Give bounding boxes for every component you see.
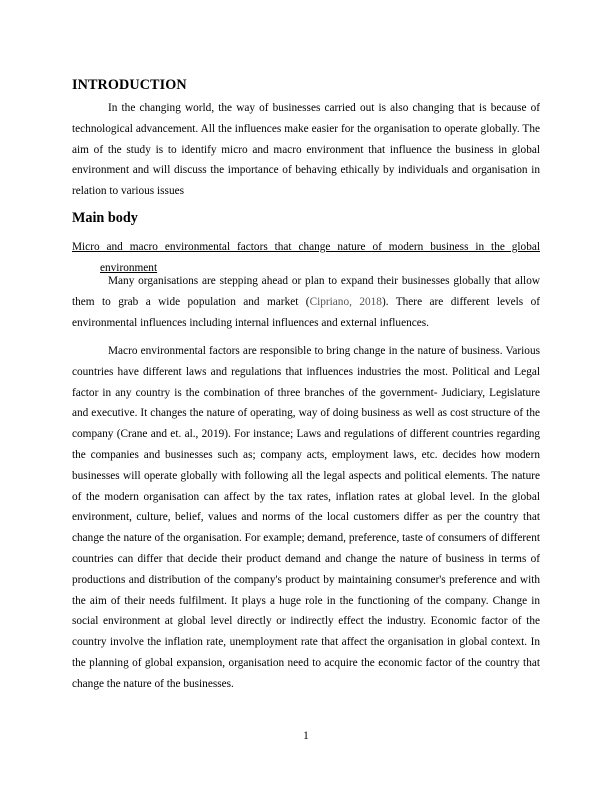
- introduction-heading: INTRODUCTION: [72, 77, 187, 93]
- paragraph-macro-factors: Macro environmental factors are responsible to bring change in the nature of business. Various countries have different laws and regulations that influences industries the most. Political and Legal factor in any country is the combination of three branches of the government- Judiciary, Legislature and executive. It changes the nature of operating, way of doing business as well as cost structure of the company (Crane and et. al., 2019). For instance; Laws and regulations of different countries regarding the companies and businesses such as; company acts, employment laws, etc. decides how modern businesses will operate globally with following all the legal aspects and political elements. The nature of the modern organisation can affect by the tax rates, inflation rates at global level. In the global environment, culture, belief, values and norms of the local customers differ as per the country that change the nature of the organisation. For example; demand, preference, taste of consumers of different countries can differ that decide their product demand and change the nature of business in terms of productions and distribution of the company's product by maintaining consumer's preference and with the aim of their needs fulfilment. It plays a huge role in the functioning of the company. Change in social environment at global level directly or indirectly effect the industry. Economic factor of the country involve the inflation rate, unemployment rate that affect the organisation in global context. In the planning of global expansion, organisation need to acquire the economic factor of the country that change the nature of the businesses.: [72, 345, 540, 690]
- document-page: [72, 0, 540, 792]
- main-body-heading: Main body: [72, 210, 138, 226]
- section-subheading: Micro and macro environmental factors that change nature of modern business in the global environment: [72, 241, 540, 274]
- page-number: 1: [303, 730, 309, 742]
- citation-link: Cipriano, 2018: [309, 295, 382, 308]
- paragraph-text: Many organisations are stepping ahead or plan to expand their businesses globally that allow them to grab a wide population and market (: [72, 275, 540, 308]
- paragraph-expansion: [72, 271, 540, 333]
- introduction-paragraph: In the changing world, the way of businesses carried out is also changing that is because of technological advancement. All the influences make easier for the organisation to operate globally. The aim of the study is to identify micro and macro environment that influence the business in global environment and will discuss the importance of behaving ethically by individuals and organisation in relation to various issues: [72, 102, 540, 198]
- paragraph-text: ). There are different levels of environmental influences including internal influences and external influences.: [72, 295, 541, 329]
